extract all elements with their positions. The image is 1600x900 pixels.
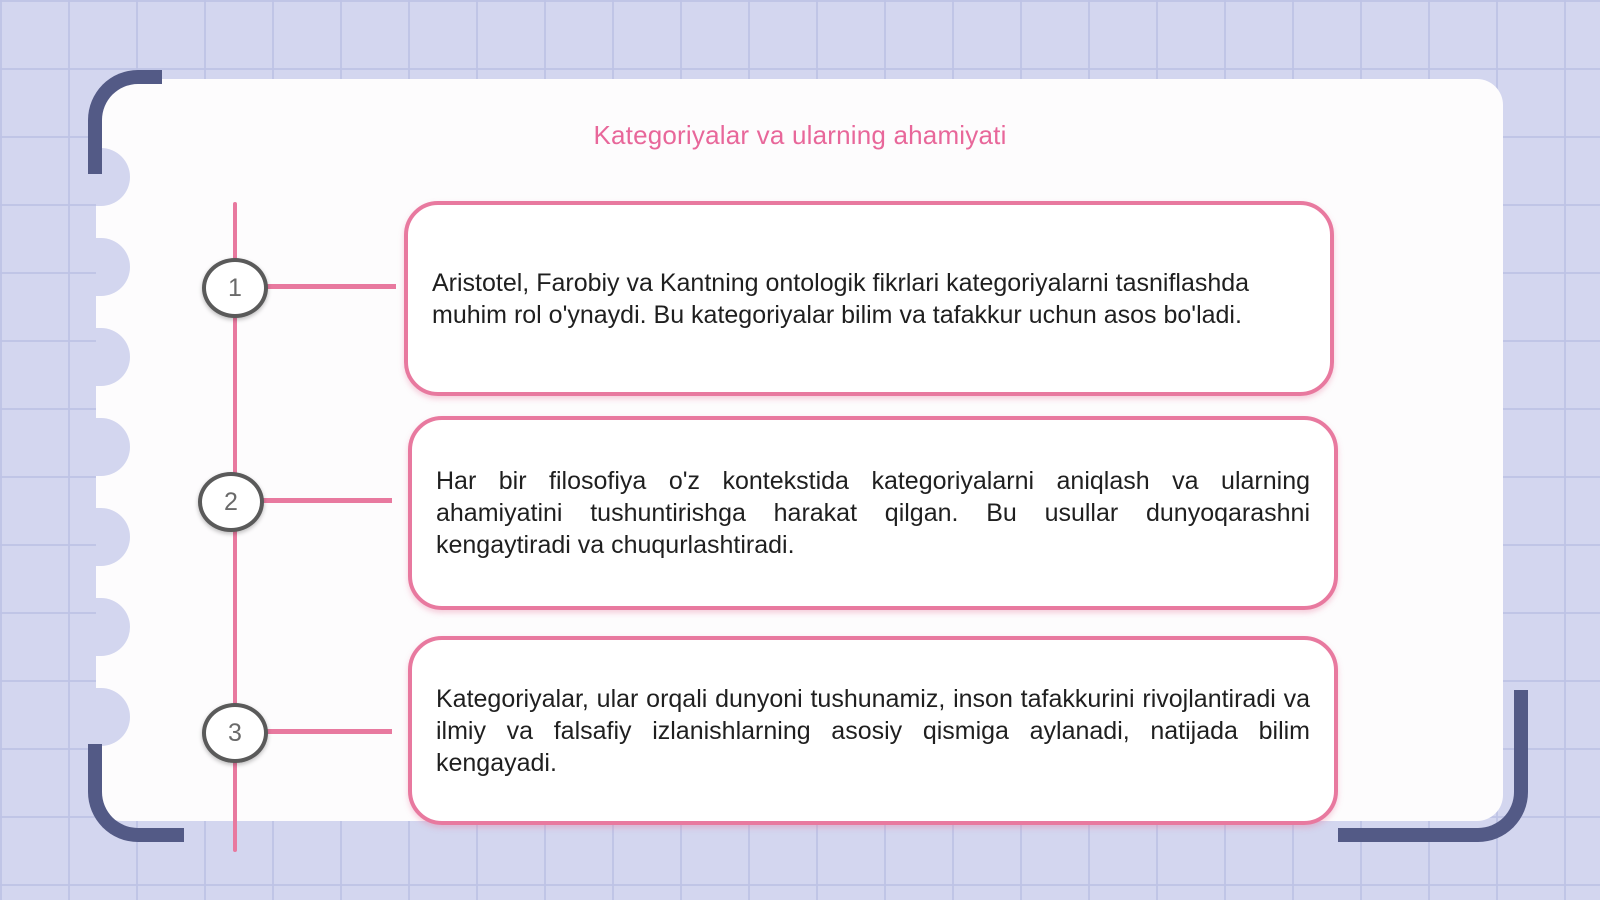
connector-3: [266, 729, 392, 734]
content-text-2: Har bir filosofiya o'z kontekstida kategoriyalarni aniqlash va ularning ahamiyatini tushuntirishga harakat qilgan. Bu usullar dunyoqarashni kengaytiradi va chuqurlashtiradi.: [436, 467, 1310, 559]
content-text-1: Aristotel, Farobiy va Kantning ontologik fikrlari kategoriyalarni tasniflashda muhim rol o'ynaydi. Bu kategoriyalar bilim va tafakkur uchun asos bo'ladi.: [432, 268, 1250, 329]
content-box-2: [408, 416, 1338, 610]
content-box-1: [404, 201, 1334, 396]
corner-bracket-bottom-right: [1338, 690, 1528, 842]
step-number-3: 3: [202, 703, 268, 763]
step-number-1: 1: [202, 258, 268, 318]
content-box-3: [408, 636, 1338, 825]
slide-title: Kategoriyalar va ularning ahamiyati: [593, 120, 1007, 150]
corner-bracket-bottom-left: [88, 744, 184, 842]
connector-1: [266, 284, 396, 289]
connector-2: [262, 498, 392, 503]
step-number-2: 2: [198, 472, 264, 532]
content-text-3: Kategoriyalar, ular orqali dunyoni tushunamiz, inson tafakkurini rivojlantiradi va ilmiy va falsafiy izlanishlarning asosiy qismiga aylanadi, natijada bilim kengayadi.: [436, 684, 1310, 777]
